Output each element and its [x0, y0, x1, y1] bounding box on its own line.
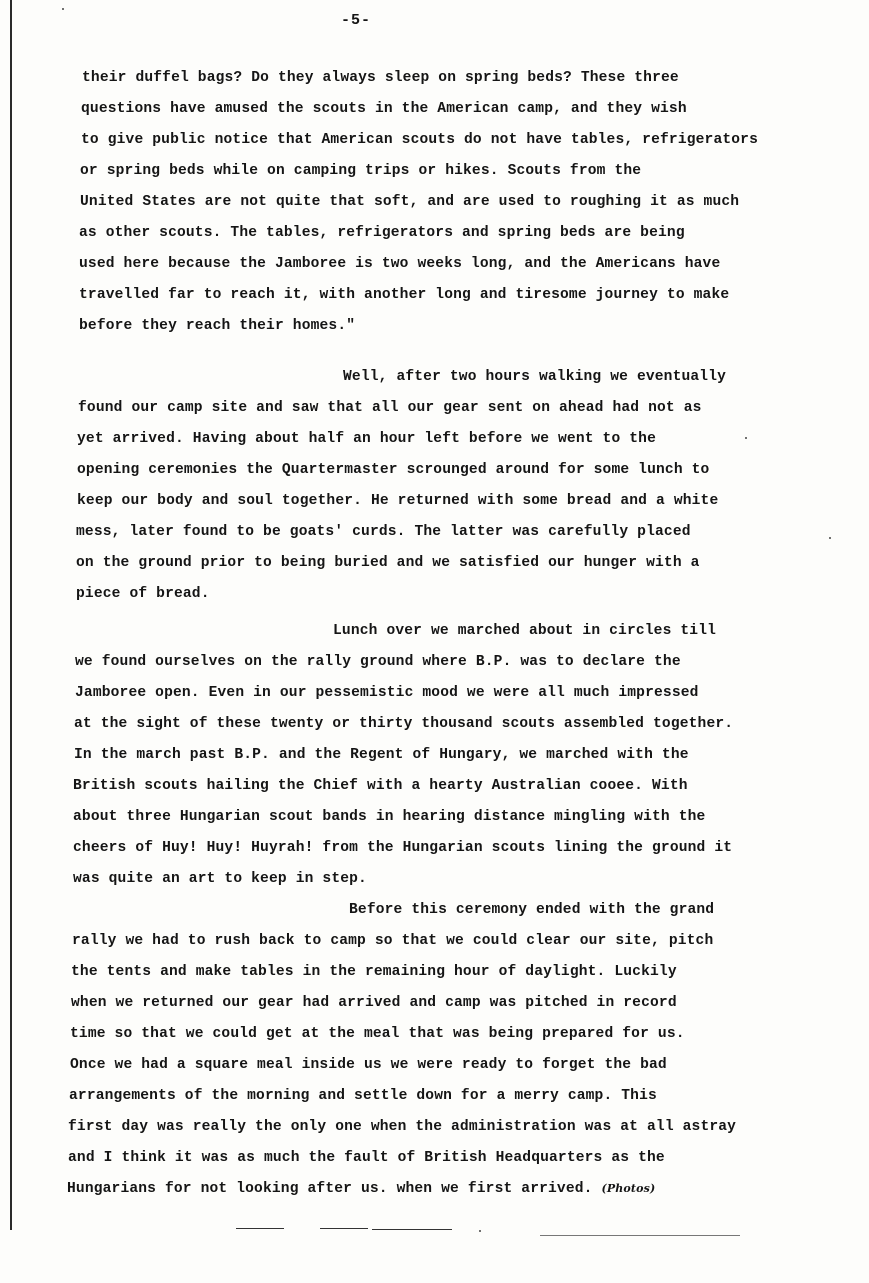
handwritten-note: (Photos) [601, 1182, 656, 1195]
text-line: Before this ceremony ended with the grand [349, 902, 715, 918]
text-line: questions have amused the scouts in the American camp, and they wish [81, 101, 687, 117]
text-line: Jamboree open. Even in our pessemistic mood we were all much impressed [75, 685, 699, 701]
text-line: mess, later found to be goats' curds. The latter was carefully placed [76, 524, 691, 540]
scan-speck [479, 1230, 481, 1232]
text-line: time so that we could get at the meal that was being prepared for us. [70, 1026, 685, 1042]
scan-speck [829, 537, 831, 539]
text-line: or spring beds while on camping trips or hikes. Scouts from the [80, 163, 642, 179]
text-line: Well, after two hours walking we eventually [343, 369, 727, 385]
text-line: the tents and make tables in the remaining hour of daylight. Luckily [71, 964, 677, 980]
text-line: first day was really the only one when the administration was at all astray [68, 1119, 737, 1135]
text-line: yet arrived. Having about half an hour left before we went to the [77, 431, 656, 447]
text-line: on the ground prior to being buried and we satisfied our hunger with a [76, 555, 700, 571]
text-line: opening ceremonies the Quartermaster scrounged around for some lunch to [77, 462, 710, 478]
text-line: Lunch over we marched about in circles till [333, 623, 717, 639]
page-number: -5- [341, 12, 372, 29]
text-line: was quite an art to keep in step. [73, 871, 367, 887]
text-line: In the march past B.P. and the Regent of Hungary, we marched with the [74, 747, 689, 763]
footer-rule [372, 1229, 452, 1230]
text-line [67, 1181, 655, 1197]
text-line: used here because the Jamboree is two weeks long, and the Americans have [79, 256, 721, 272]
text-line: we found ourselves on the rally ground where B.P. was to declare the [75, 654, 681, 670]
text-line: Once we had a square meal inside us we were ready to forget the bad [70, 1057, 667, 1073]
scan-speck [745, 437, 747, 439]
text-line: at the sight of these twenty or thirty thousand scouts assembled together. [74, 716, 734, 732]
footer-rule [540, 1235, 740, 1236]
text-line: about three Hungarian scout bands in hearing distance mingling with the [73, 809, 706, 825]
text-line: British scouts hailing the Chief with a hearty Australian cooee. With [73, 778, 688, 794]
text-line: piece of bread. [76, 586, 210, 602]
text-line: to give public notice that American scouts do not have tables, refrigerators [81, 132, 758, 148]
text-line: their duffel bags? Do they always sleep on spring beds? These three [82, 70, 679, 86]
text-line: as other scouts. The tables, refrigerators and spring beds are being [79, 225, 685, 241]
text-line-content: Hungarians for not looking after us. when we first arrived. [67, 1181, 593, 1197]
text-line: before they reach their homes." [79, 318, 356, 334]
page-left-edge [10, 0, 12, 1230]
text-line: cheers of Huy! Huy! Huyrah! from the Hungarian scouts lining the ground it [73, 840, 733, 856]
text-line: keep our body and soul together. He returned with some bread and a white [77, 493, 719, 509]
footer-rule [320, 1228, 368, 1229]
text-line: travelled far to reach it, with another long and tiresome journey to make [79, 287, 730, 303]
text-line: rally we had to rush back to camp so that we could clear our site, pitch [72, 933, 714, 949]
scan-speck [62, 8, 64, 10]
text-line: arrangements of the morning and settle down for a merry camp. This [69, 1088, 657, 1104]
footer-rule [236, 1228, 284, 1229]
text-line: when we returned our gear had arrived and camp was pitched in record [71, 995, 677, 1011]
text-line: United States are not quite that soft, and are used to roughing it as much [80, 194, 740, 210]
text-line: found our camp site and saw that all our gear sent on ahead had not as [78, 400, 702, 416]
text-line: and I think it was as much the fault of British Headquarters as the [68, 1150, 665, 1166]
